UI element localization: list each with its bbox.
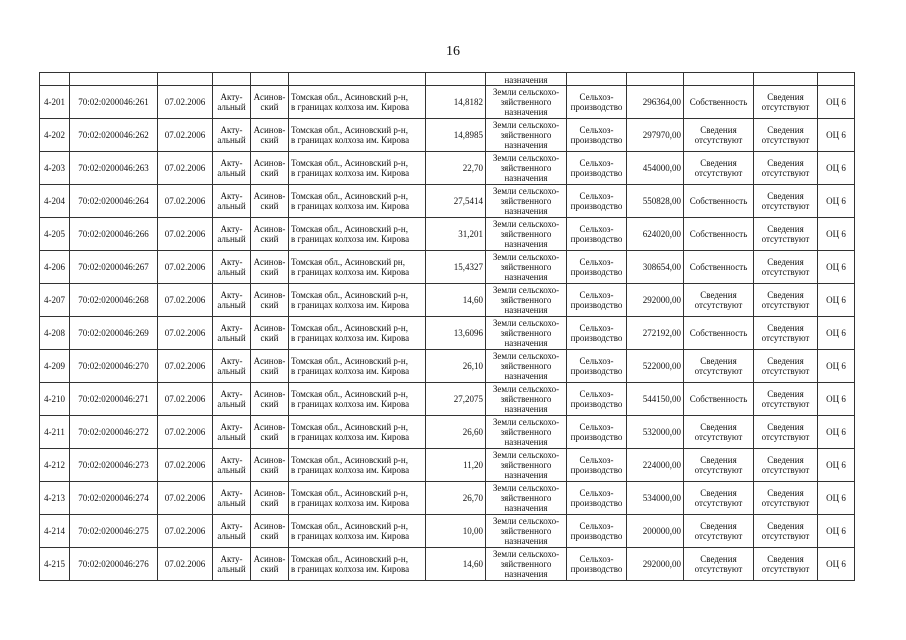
cell-number: 4-211 xyxy=(40,416,70,449)
table-cell xyxy=(426,73,486,86)
table-row xyxy=(40,449,855,482)
cell-area: 14,8985 xyxy=(426,119,486,152)
cell-right-type: Сведения отсутствуют xyxy=(684,515,754,548)
cell-valuation-zone: ОЦ 6 xyxy=(818,251,855,284)
cell-number: 4-203 xyxy=(40,152,70,185)
cell-district: Асинов- ский xyxy=(251,515,289,548)
cell-cadastral-value: 224000,00 xyxy=(627,449,684,482)
cell-permitted-use: Сельхоз- производство xyxy=(567,317,627,350)
cell-area: 14,60 xyxy=(426,284,486,317)
cell-number: 4-213 xyxy=(40,482,70,515)
cell-district: Асинов- ский xyxy=(251,350,289,383)
table-row xyxy=(40,383,855,416)
cell-area: 31,201 xyxy=(426,218,486,251)
table-cell xyxy=(818,73,855,86)
cell-permitted-use: Сельхоз- производство xyxy=(567,152,627,185)
cell-address: Томская обл., Асиновский р-н, в границах колхоза им. Кирова xyxy=(289,284,426,317)
cell-encumbrance: Сведения отсутствуют xyxy=(754,317,818,350)
cell-valuation-zone: ОЦ 6 xyxy=(818,185,855,218)
cell-cadastral-number: 70:02:0200046:266 xyxy=(70,218,158,251)
cell-registration-date: 07.02.2006 xyxy=(158,251,213,284)
cell-cadastral-number: 70:02:0200046:264 xyxy=(70,185,158,218)
cell-registration-date: 07.02.2006 xyxy=(158,350,213,383)
cell-number: 4-215 xyxy=(40,548,70,581)
cell-cadastral-value: 308654,00 xyxy=(627,251,684,284)
cell-cadastral-number: 70:02:0200046:274 xyxy=(70,482,158,515)
cell-encumbrance: Сведения отсутствуют xyxy=(754,251,818,284)
cell-area: 22,70 xyxy=(426,152,486,185)
cell-registration-date: 07.02.2006 xyxy=(158,185,213,218)
cell-registration-date: 07.02.2006 xyxy=(158,416,213,449)
cell-permitted-use: Сельхоз- производство xyxy=(567,383,627,416)
cell-address: Томская обл., Асиновский р-н, в границах колхоза им. Кирова xyxy=(289,185,426,218)
carryover-purpose-cell: назначения xyxy=(486,73,567,86)
cell-status: Акту- альный xyxy=(213,383,251,416)
cell-district: Асинов- ский xyxy=(251,482,289,515)
cell-permitted-use: Сельхоз- производство xyxy=(567,482,627,515)
cell-status: Акту- альный xyxy=(213,416,251,449)
cell-registration-date: 07.02.2006 xyxy=(158,317,213,350)
cell-permitted-use: Сельхоз- производство xyxy=(567,350,627,383)
cell-cadastral-number: 70:02:0200046:262 xyxy=(70,119,158,152)
cell-permitted-use: Сельхоз- производство xyxy=(567,449,627,482)
cell-cadastral-value: 200000,00 xyxy=(627,515,684,548)
cell-cadastral-number: 70:02:0200046:271 xyxy=(70,383,158,416)
cell-encumbrance: Сведения отсутствуют xyxy=(754,548,818,581)
cell-encumbrance: Сведения отсутствуют xyxy=(754,152,818,185)
cell-district: Асинов- ский xyxy=(251,152,289,185)
table-row xyxy=(40,317,855,350)
cell-right-type: Сведения отсутствуют xyxy=(684,548,754,581)
registry-body xyxy=(40,73,855,581)
table-row xyxy=(40,218,855,251)
cell-address: Томская обл., Асиновский р-н, в границах колхоза им. Кирова xyxy=(289,548,426,581)
cell-area: 27,2075 xyxy=(426,383,486,416)
cell-cadastral-number: 70:02:0200046:276 xyxy=(70,548,158,581)
cell-registration-date: 07.02.2006 xyxy=(158,482,213,515)
cell-district: Асинов- ский xyxy=(251,548,289,581)
cell-land-category: Земли сельскохо- зяйственного назначения xyxy=(486,449,567,482)
cell-encumbrance: Сведения отсутствуют xyxy=(754,416,818,449)
carryover-row xyxy=(40,73,855,86)
cell-address: Томская обл., Асиновский р-н, в границах колхоза им. Кирова xyxy=(289,218,426,251)
cell-encumbrance: Сведения отсутствуют xyxy=(754,119,818,152)
cell-cadastral-value: 454000,00 xyxy=(627,152,684,185)
cell-address: Томская обл., Асиновский р-н, в границах колхоза им. Кирова xyxy=(289,350,426,383)
cell-status: Акту- альный xyxy=(213,86,251,119)
cell-valuation-zone: ОЦ 6 xyxy=(818,548,855,581)
cell-encumbrance: Сведения отсутствуют xyxy=(754,482,818,515)
cell-registration-date: 07.02.2006 xyxy=(158,284,213,317)
cell-number: 4-207 xyxy=(40,284,70,317)
table-cell xyxy=(213,73,251,86)
cell-status: Акту- альный xyxy=(213,119,251,152)
cell-cadastral-number: 70:02:0200046:275 xyxy=(70,515,158,548)
cell-address: Томская обл., Асиновский р-н, в границах колхоза им. Кирова xyxy=(289,449,426,482)
cell-right-type: Собственность xyxy=(684,218,754,251)
cell-cadastral-number: 70:02:0200046:269 xyxy=(70,317,158,350)
cell-status: Акту- альный xyxy=(213,317,251,350)
cell-land-category: Земли сельскохо- зяйственного назначения xyxy=(486,383,567,416)
cell-encumbrance: Сведения отсутствуют xyxy=(754,515,818,548)
cell-number: 4-206 xyxy=(40,251,70,284)
cell-area: 15,4327 xyxy=(426,251,486,284)
cell-valuation-zone: ОЦ 6 xyxy=(818,416,855,449)
cell-registration-date: 07.02.2006 xyxy=(158,218,213,251)
cell-area: 11,20 xyxy=(426,449,486,482)
cell-cadastral-value: 292000,00 xyxy=(627,548,684,581)
cell-cadastral-value: 296364,00 xyxy=(627,86,684,119)
cell-cadastral-value: 292000,00 xyxy=(627,284,684,317)
cell-area: 13,6096 xyxy=(426,317,486,350)
cell-valuation-zone: ОЦ 6 xyxy=(818,317,855,350)
table-row xyxy=(40,119,855,152)
cell-cadastral-number: 70:02:0200046:268 xyxy=(70,284,158,317)
cell-district: Асинов- ский xyxy=(251,383,289,416)
cell-number: 4-205 xyxy=(40,218,70,251)
cell-right-type: Собственность xyxy=(684,383,754,416)
cell-land-category: Земли сельскохо- зяйственного назначения xyxy=(486,416,567,449)
cell-registration-date: 07.02.2006 xyxy=(158,86,213,119)
cell-number: 4-201 xyxy=(40,86,70,119)
cell-area: 27,5414 xyxy=(426,185,486,218)
page-number: 16 xyxy=(446,44,460,59)
cell-land-category: Земли сельскохо- зяйственного назначения xyxy=(486,515,567,548)
cell-status: Акту- альный xyxy=(213,251,251,284)
cell-permitted-use: Сельхоз- производство xyxy=(567,119,627,152)
cell-valuation-zone: ОЦ 6 xyxy=(818,218,855,251)
cell-encumbrance: Сведения отсутствуют xyxy=(754,86,818,119)
cell-district: Асинов- ский xyxy=(251,251,289,284)
cell-address: Томская обл., Асиновский р-н, в границах колхоза им. Кирова xyxy=(289,416,426,449)
table-cell xyxy=(754,73,818,86)
cell-district: Асинов- ский xyxy=(251,185,289,218)
cell-right-type: Собственность xyxy=(684,317,754,350)
cell-cadastral-value: 272192,00 xyxy=(627,317,684,350)
table-row xyxy=(40,152,855,185)
cell-cadastral-number: 70:02:0200046:261 xyxy=(70,86,158,119)
table-row xyxy=(40,548,855,581)
cell-area: 26,70 xyxy=(426,482,486,515)
cell-status: Акту- альный xyxy=(213,350,251,383)
table-cell xyxy=(158,73,213,86)
table-row xyxy=(40,284,855,317)
cell-registration-date: 07.02.2006 xyxy=(158,449,213,482)
cell-valuation-zone: ОЦ 6 xyxy=(818,86,855,119)
table-cell xyxy=(627,73,684,86)
cell-registration-date: 07.02.2006 xyxy=(158,383,213,416)
cell-status: Акту- альный xyxy=(213,218,251,251)
cell-address: Томская обл., Асиновский р-н, в границах колхоза им. Кирова xyxy=(289,317,426,350)
cell-encumbrance: Сведения отсутствуют xyxy=(754,284,818,317)
cell-address: Томская обл., Асиновский р-н, в границах колхоза им. Кирова xyxy=(289,383,426,416)
cell-encumbrance: Сведения отсутствуют xyxy=(754,383,818,416)
cell-status: Акту- альный xyxy=(213,449,251,482)
cell-area: 14,8182 xyxy=(426,86,486,119)
cell-status: Акту- альный xyxy=(213,515,251,548)
cell-encumbrance: Сведения отсутствуют xyxy=(754,449,818,482)
cell-land-category: Земли сельскохо- зяйственного назначения xyxy=(486,284,567,317)
cell-permitted-use: Сельхоз- производство xyxy=(567,515,627,548)
cell-district: Асинов- ский xyxy=(251,317,289,350)
cell-cadastral-number: 70:02:0200046:272 xyxy=(70,416,158,449)
cell-cadastral-value: 297970,00 xyxy=(627,119,684,152)
cell-valuation-zone: ОЦ 6 xyxy=(818,383,855,416)
cell-land-category: Земли сельскохо- зяйственного назначения xyxy=(486,185,567,218)
cell-status: Акту- альный xyxy=(213,482,251,515)
cell-district: Асинов- ский xyxy=(251,86,289,119)
cell-permitted-use: Сельхоз- производство xyxy=(567,251,627,284)
table-cell xyxy=(289,73,426,86)
table-cell xyxy=(567,73,627,86)
cell-land-category: Земли сельскохо- зяйственного назначения xyxy=(486,482,567,515)
cell-land-category: Земли сельскохо- зяйственного назначения xyxy=(486,548,567,581)
cell-district: Асинов- ский xyxy=(251,218,289,251)
cell-permitted-use: Сельхоз- производство xyxy=(567,86,627,119)
cell-district: Асинов- ский xyxy=(251,284,289,317)
cell-status: Акту- альный xyxy=(213,185,251,218)
cell-status: Акту- альный xyxy=(213,284,251,317)
cell-land-category: Земли сельскохо- зяйственного назначения xyxy=(486,317,567,350)
cell-district: Асинов- ский xyxy=(251,449,289,482)
cell-valuation-zone: ОЦ 6 xyxy=(818,152,855,185)
cell-valuation-zone: ОЦ 6 xyxy=(818,350,855,383)
cell-address: Томская обл., Асиновский р-н, в границах колхоза им. Кирова xyxy=(289,119,426,152)
cell-area: 14,60 xyxy=(426,548,486,581)
cell-area: 26,60 xyxy=(426,416,486,449)
cell-cadastral-number: 70:02:0200046:267 xyxy=(70,251,158,284)
cell-land-category: Земли сельскохо- зяйственного назначения xyxy=(486,86,567,119)
table-cell xyxy=(684,73,754,86)
cell-cadastral-value: 534000,00 xyxy=(627,482,684,515)
cell-number: 4-212 xyxy=(40,449,70,482)
cell-address: Томская обл., Асиновский р-н, в границах колхоза им. Кирова xyxy=(289,515,426,548)
cell-address: Томская обл., Асиновский р-н, в границах колхоза им. Кирова xyxy=(289,86,426,119)
cell-valuation-zone: ОЦ 6 xyxy=(818,284,855,317)
cell-right-type: Сведения отсутствуют xyxy=(684,482,754,515)
cell-address: Томская обл., Асиновский рн, в границах колхоза им. Кирова xyxy=(289,251,426,284)
table-cell xyxy=(251,73,289,86)
cell-address: Томская обл., Асиновский р-н, в границах колхоза им. Кирова xyxy=(289,152,426,185)
cell-district: Асинов- ский xyxy=(251,416,289,449)
cell-cadastral-value: 532000,00 xyxy=(627,416,684,449)
cell-district: Асинов- ский xyxy=(251,119,289,152)
cell-area: 26,10 xyxy=(426,350,486,383)
table-cell xyxy=(40,73,70,86)
cell-registration-date: 07.02.2006 xyxy=(158,119,213,152)
cell-land-category: Земли сельскохо- зяйственного назначения xyxy=(486,251,567,284)
cell-number: 4-214 xyxy=(40,515,70,548)
cell-permitted-use: Сельхоз- производство xyxy=(567,548,627,581)
cell-registration-date: 07.02.2006 xyxy=(158,515,213,548)
cell-registration-date: 07.02.2006 xyxy=(158,152,213,185)
cell-permitted-use: Сельхоз- производство xyxy=(567,185,627,218)
cell-number: 4-202 xyxy=(40,119,70,152)
cell-permitted-use: Сельхоз- производство xyxy=(567,218,627,251)
cell-cadastral-value: 522000,00 xyxy=(627,350,684,383)
cell-valuation-zone: ОЦ 6 xyxy=(818,482,855,515)
table-row xyxy=(40,86,855,119)
cell-number: 4-204 xyxy=(40,185,70,218)
cell-valuation-zone: ОЦ 6 xyxy=(818,119,855,152)
cell-right-type: Сведения отсутствуют xyxy=(684,350,754,383)
table-cell xyxy=(70,73,158,86)
cell-cadastral-number: 70:02:0200046:273 xyxy=(70,449,158,482)
cell-right-type: Сведения отсутствуют xyxy=(684,449,754,482)
cell-number: 4-210 xyxy=(40,383,70,416)
cell-encumbrance: Сведения отсутствуют xyxy=(754,218,818,251)
cell-cadastral-number: 70:02:0200046:270 xyxy=(70,350,158,383)
cell-cadastral-value: 624020,00 xyxy=(627,218,684,251)
cell-address: Томская обл., Асиновский р-н, в границах колхоза им. Кирова xyxy=(289,482,426,515)
cell-cadastral-value: 544150,00 xyxy=(627,383,684,416)
cell-right-type: Собственность xyxy=(684,185,754,218)
cell-right-type: Сведения отсутствуют xyxy=(684,119,754,152)
cell-cadastral-value: 550828,00 xyxy=(627,185,684,218)
land-registry-table xyxy=(39,72,855,581)
table-row xyxy=(40,482,855,515)
cell-right-type: Сведения отсутствуют xyxy=(684,416,754,449)
cell-number: 4-208 xyxy=(40,317,70,350)
cell-valuation-zone: ОЦ 6 xyxy=(818,449,855,482)
table-row xyxy=(40,251,855,284)
cell-area: 10,00 xyxy=(426,515,486,548)
cell-valuation-zone: ОЦ 6 xyxy=(818,515,855,548)
cell-right-type: Сведения отсутствуют xyxy=(684,284,754,317)
cell-registration-date: 07.02.2006 xyxy=(158,548,213,581)
cell-number: 4-209 xyxy=(40,350,70,383)
cell-right-type: Собственность xyxy=(684,251,754,284)
cell-permitted-use: Сельхоз- производство xyxy=(567,284,627,317)
cell-land-category: Земли сельскохо- зяйственного назначения xyxy=(486,152,567,185)
cell-land-category: Земли сельскохо- зяйственного назначения xyxy=(486,119,567,152)
cell-right-type: Собственность xyxy=(684,86,754,119)
cell-land-category: Земли сельскохо- зяйственного назначения xyxy=(486,218,567,251)
cell-status: Акту- альный xyxy=(213,152,251,185)
cell-encumbrance: Сведения отсутствуют xyxy=(754,350,818,383)
cell-encumbrance: Сведения отсутствуют xyxy=(754,185,818,218)
cell-cadastral-number: 70:02:0200046:263 xyxy=(70,152,158,185)
cell-status: Акту- альный xyxy=(213,548,251,581)
table-row xyxy=(40,515,855,548)
table-row xyxy=(40,185,855,218)
table-row xyxy=(40,350,855,383)
table-row xyxy=(40,416,855,449)
cell-land-category: Земли сельскохо- зяйственного назначения xyxy=(486,350,567,383)
cell-right-type: Сведения отсутствуют xyxy=(684,152,754,185)
cell-permitted-use: Сельхоз- производство xyxy=(567,416,627,449)
